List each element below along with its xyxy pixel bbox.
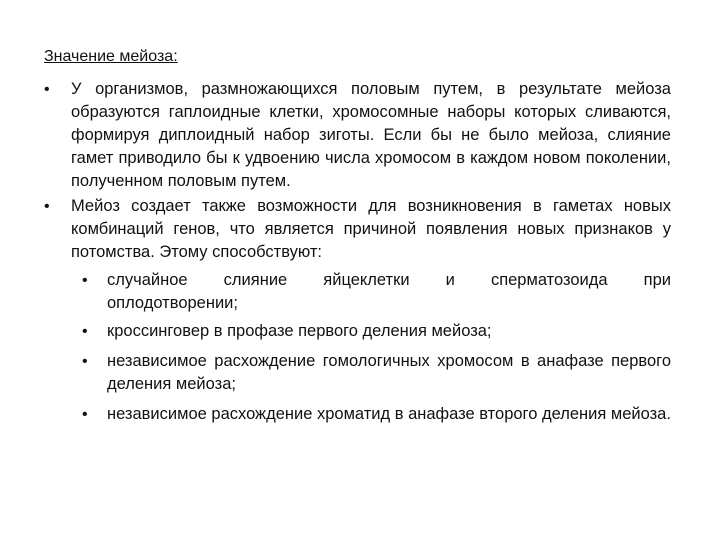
bullet-icon: • bbox=[44, 198, 50, 215]
sub-item-chromatid-segregation: независимое расхождение хроматид в анафазе второго деления мейоза. bbox=[107, 405, 671, 423]
bullet-icon: • bbox=[82, 272, 88, 289]
sub-item-random-fusion: случайное слияние яйцеклетки и сперматозоида при оплодотворении; bbox=[107, 271, 671, 312]
bullet-icon: • bbox=[82, 353, 88, 370]
sub-item-crossing-over: кроссинговер в профазе первого деления мейоза; bbox=[107, 322, 492, 340]
sub-item-homologous-segregation: независимое расхождение гомологичных хромосом в анафазе первого деления мейоза; bbox=[107, 352, 671, 393]
list-item-meiosis-haploid: У организмов, размножающихся половым путем, в результате мейоза образуются гаплоидные клетки, хромосомные наборы которых сливаются, формируя диплоидный набор зиготы. Если бы не было мейоза, слияние гамет приводило бы к удвоению числа хромосом в каждом новом поколении, полученном половым путем. bbox=[71, 80, 671, 190]
list-item-new-combinations: Мейоз создает также возможности для возникновения в гаметах новых комбинаций генов, что является причиной появления новых признаков у потомства. Этому способствуют: bbox=[71, 197, 671, 261]
bullet-icon: • bbox=[44, 81, 50, 98]
page-title: Значение мейоза: bbox=[44, 48, 178, 65]
bullet-icon: • bbox=[82, 406, 88, 423]
bullet-icon: • bbox=[82, 323, 88, 340]
